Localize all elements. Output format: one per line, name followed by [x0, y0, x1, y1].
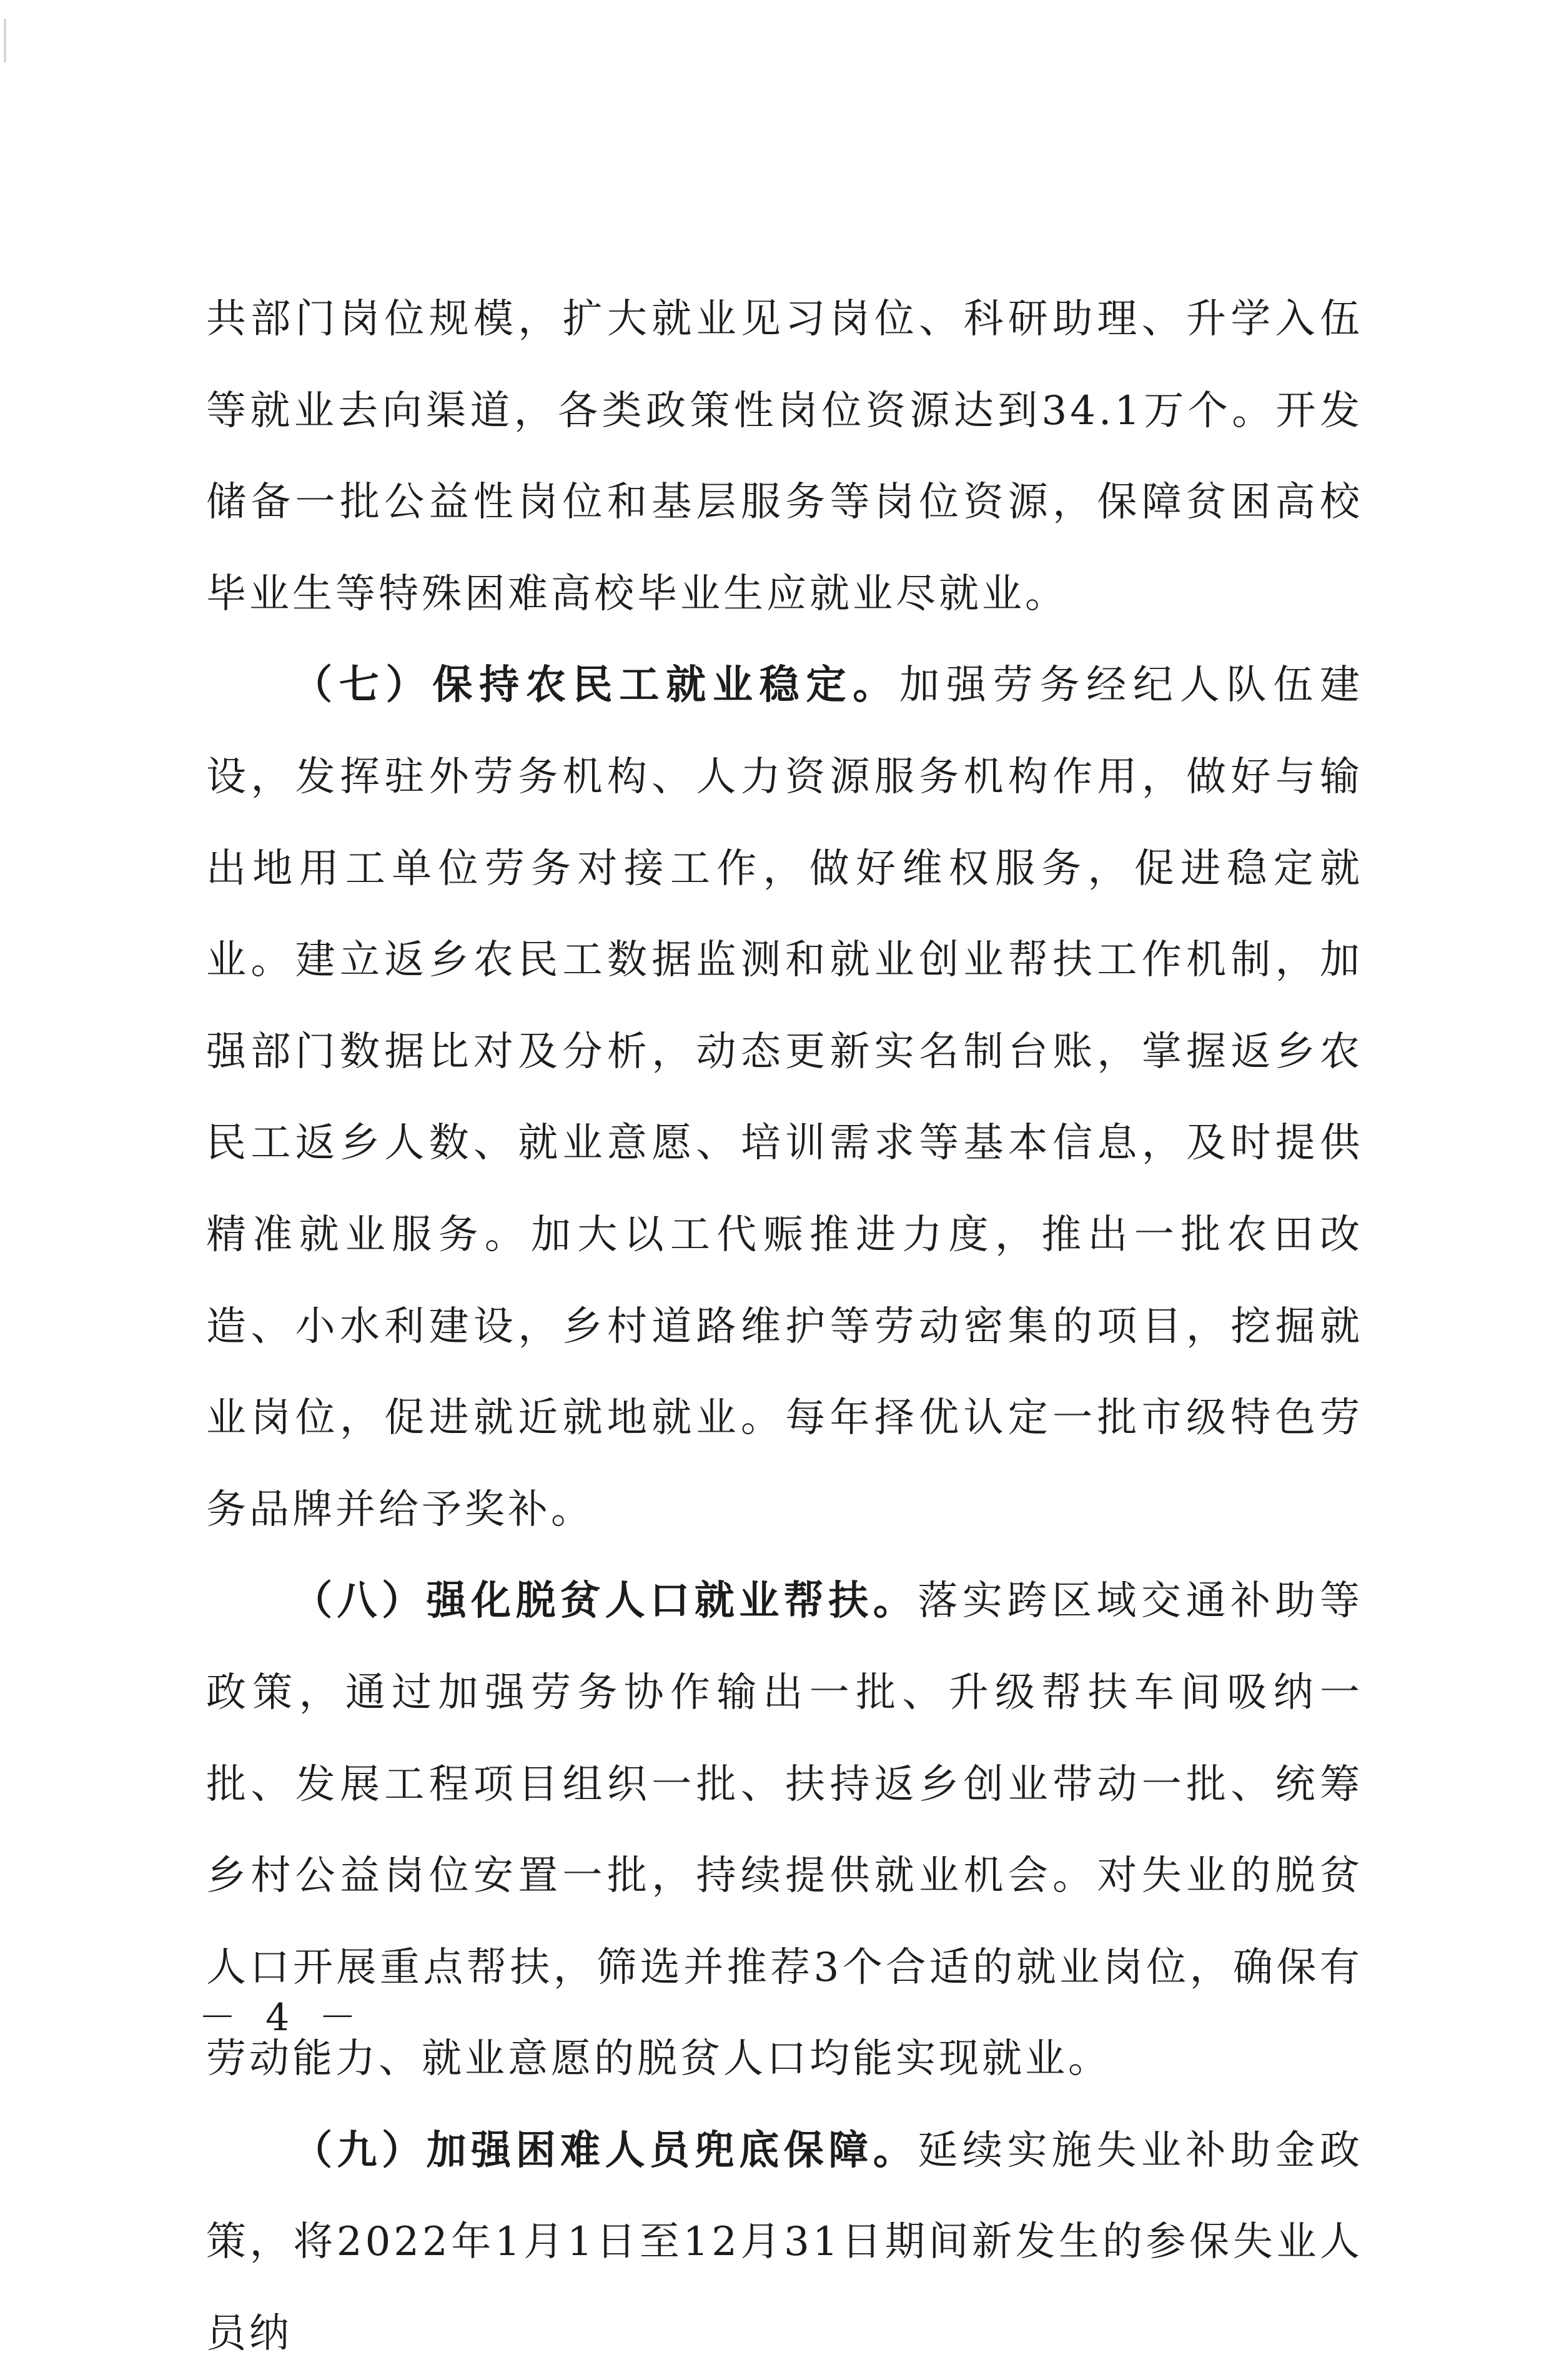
- section-heading: （七）保持农民工就业稳定。: [292, 662, 900, 709]
- scan-edge-mark: [4, 19, 6, 62]
- section-heading: （九）加强困难人员兜底保障。: [292, 2126, 918, 2174]
- paragraph-section-7: [206, 640, 1363, 1555]
- paragraph-text: 延续实施失业补助金政策，将2022年1月1日至12月31日期间新发生的参保失业人员纳: [206, 2127, 1363, 2358]
- paragraph-continuation: [206, 274, 1363, 640]
- page-number: － 4 －: [199, 1996, 365, 2040]
- paragraph-section-8: [206, 1555, 1363, 2105]
- paragraph-text: 落实跨区域交通补助等政策，通过加强劳务协作输出一批、升级帮扶车间吸纳一批、发展工程项目组织一批、扶持返乡创业带动一批、统筹乡村公益岗位安置一批，持续提供就业机会。对失业的脱贫人口开展重点帮扶，筛选并推荐3个合适的就业岗位，确保有劳动能力、就业意愿的脱贫人口均能实现就业。: [206, 1578, 1363, 2083]
- paragraph-text: 加强劳务经纪人队伍建设，发挥驻外劳务机构、人力资源服务机构作用，做好与输出地用工单位劳务对接工作，做好维权服务，促进稳定就业。建立返乡农民工数据监测和就业创业帮扶工作机制，加强部门数据比对及分析，动态更新实名制台账，掌握返乡农民工返乡人数、就业意愿、培训需求等基本信息，及时提供精准就业服务。加大以工代赈推进力度，推出一批农田改造、小水利建设，乡村道路维护等劳动密集的项目，挖掘就业岗位，促进就近就地就业。每年择优认定一批市级特色劳务品牌并给予奖补。: [206, 662, 1363, 1533]
- paragraph-text: 共部门岗位规模，扩大就业见习岗位、科研助理、升学入伍等就业去向渠道，各类政策性岗位资源达到34.1万个。开发储备一批公益性岗位和基层服务等岗位资源，保障贫困高校毕业生等特殊困难高校毕业生应就业尽就业。: [206, 296, 1363, 617]
- paragraph-section-9: [206, 2105, 1363, 2380]
- body-text: [206, 274, 1363, 2380]
- section-heading: （八）强化脱贫人口就业帮扶。: [292, 1577, 918, 1625]
